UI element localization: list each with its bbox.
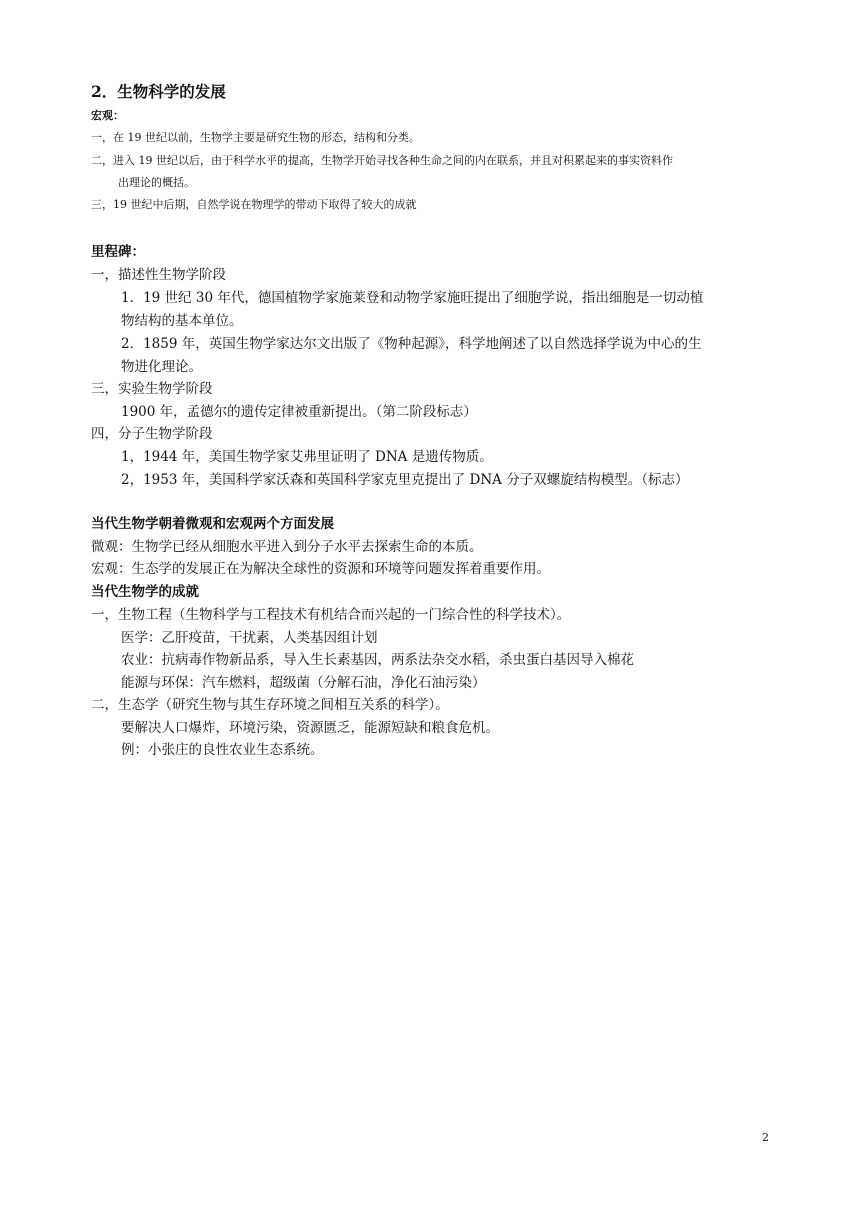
- page-number: 2: [762, 1131, 769, 1144]
- macro-item: 三，19 世纪中后期，自然学说在物理学的带动下取得了较大的成就: [91, 198, 417, 211]
- modern-line: 微观：生物学已经从细胞水平进入到分子水平去探索生命的本质。: [91, 539, 483, 555]
- milestone-item-continued: 物进化理论。: [121, 359, 202, 375]
- achievement-subitem: 要解决人口爆炸，环境污染，资源匮乏，能源短缺和粮食危机。: [121, 720, 499, 736]
- milestone-item: 2．1859 年，英国生物学家达尔文出版了《物种起源》，科学地阐述了以自然选择学说为中心的生: [121, 336, 702, 352]
- milestone-item: 1．19 世纪 30 年代，德国植物学家施莱登和动物学家施旺提出了细胞学说，指出细胞是一切动植: [121, 290, 704, 306]
- milestone-item-continued: 物结构的基本单位。: [121, 313, 243, 329]
- milestone-stage: 一，描述性生物学阶段: [91, 267, 226, 283]
- modern-heading: 当代生物学朝着微观和宏观两个方面发展: [91, 516, 334, 532]
- milestones-heading: 里程碑：: [91, 244, 145, 260]
- achievement-subitem: 例：小张庄的良性农业生态系统。: [121, 742, 324, 758]
- macro-item: 二，进入 19 世纪以后，由于科学水平的提高，生物学开始寻找各种生命之间的内在联系，并且对积累起来的事实资料作: [91, 154, 673, 167]
- milestone-item: 1，1944 年，美国生物学家艾弗里证明了 DNA 是遗传物质。: [121, 449, 493, 465]
- achievement-subitem: 能源与环保：汽车燃料，超级菌（分解石油，净化石油污染）: [121, 675, 486, 691]
- milestone-stage: 四，分子生物学阶段: [91, 426, 213, 442]
- milestone-item: 2，1953 年，美国科学家沃森和英国科学家克里克提出了 DNA 分子双螺旋结构模型。（标志）: [121, 472, 689, 488]
- achievement-item: 一，生物工程（生物科学与工程技术有机结合而兴起的一门综合性的科学技术）。: [91, 607, 571, 623]
- achievements-heading: 当代生物学的成就: [91, 584, 199, 600]
- modern-line: 宏观：生态学的发展正在为解决全球性的资源和环境等问题发挥着重要作用。: [91, 561, 550, 577]
- macro-item-continued: 出理论的概括。: [118, 176, 195, 189]
- achievement-subitem: 农业：抗病毒作物新品系，导入生长素基因，两系法杂交水稻，杀虫蛋白基因导入棉花: [121, 652, 634, 668]
- milestone-item: 1900 年，孟德尔的遗传定律被重新提出。（第二阶段标志）: [121, 404, 477, 420]
- macro-item: 一，在 19 世纪以前，生物学主要是研究生物的形态，结构和分类。: [91, 131, 420, 144]
- section-title: 2．生物科学的发展: [91, 82, 226, 101]
- milestone-stage: 三，实验生物学阶段: [91, 381, 213, 397]
- achievement-subitem: 医学：乙肝疫苗，干扰素，人类基因组计划: [121, 630, 378, 646]
- macro-heading: 宏观：: [91, 109, 124, 122]
- achievement-item: 二，生态学（研究生物与其生存环境之间相互关系的科学）。: [91, 697, 449, 713]
